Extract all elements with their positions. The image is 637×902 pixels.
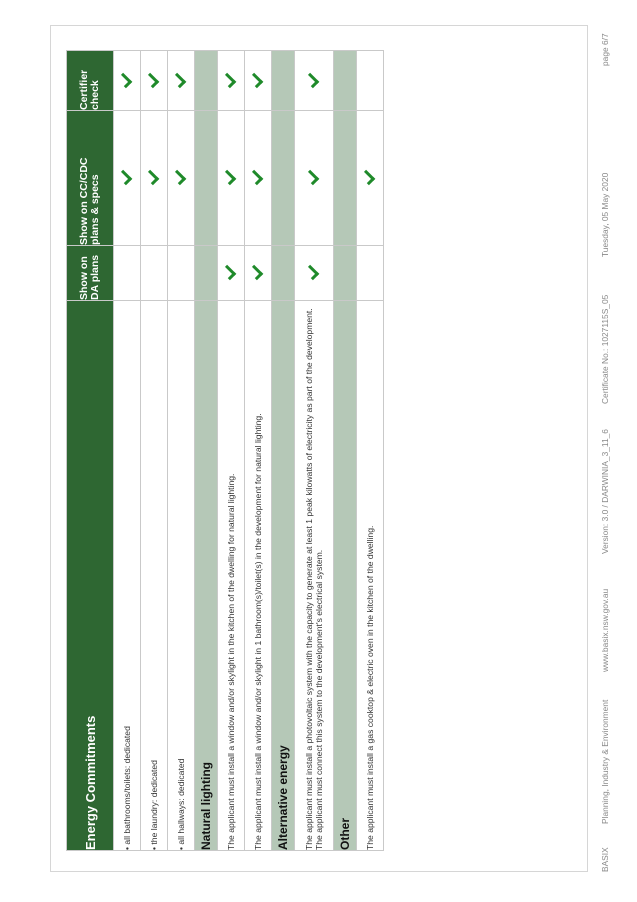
section-title: Other [334, 301, 357, 851]
page-footer [600, 27, 616, 872]
col-cc-line2: plans & specs [89, 174, 101, 245]
checkmark-icon [116, 170, 132, 186]
check-cell-cc [168, 111, 195, 246]
section-header-row [195, 51, 218, 851]
check-cell-cc [141, 111, 168, 246]
section-title: Natural lighting [195, 301, 218, 851]
checkmark-icon [247, 73, 263, 89]
checkmark-icon [247, 265, 263, 281]
checkmark-icon [143, 170, 159, 186]
table-row [168, 51, 195, 851]
section-blank-cell [272, 51, 295, 111]
commitment-text: • all bathrooms/toilets: dedicated [114, 301, 141, 851]
commitment-text: • all hallways: dedicated [168, 301, 195, 851]
section-blank-cell [272, 111, 295, 246]
section-header-row [334, 51, 357, 851]
check-cell-da [245, 246, 272, 301]
section-title: Alternative energy [272, 301, 295, 851]
table-row [357, 51, 384, 851]
section-blank-cell [334, 51, 357, 111]
checkmark-icon [303, 73, 319, 89]
table-row [141, 51, 168, 851]
col-cert-line2: check [89, 80, 101, 110]
checkmark-icon [170, 73, 186, 89]
col-header-certifier [67, 51, 114, 111]
section-blank-cell [195, 246, 218, 301]
check-cell-cc [295, 111, 334, 246]
col-da-line1: Show on [78, 256, 90, 300]
section-blank-cell [195, 51, 218, 111]
footer-department: Planning, Industry & Environment [600, 699, 610, 824]
check-cell-cert [245, 51, 272, 111]
commitment-text: The applicant must install a photovoltaic system with the capacity to generate at least 1 peak kilowatts of electricity as part of the development. The applicant must connect this system to the development's electrical system. [295, 301, 334, 851]
check-cell-cert [114, 51, 141, 111]
footer-version: Version: 3.0 / DARWINIA_3_11_6 [600, 429, 610, 554]
commitment-text: The applicant must install a gas cooktop & electric oven in the kitchen of the dwelling. [357, 301, 384, 851]
footer-date: Tuesday, 05 May 2020 [600, 172, 610, 257]
commitment-text: • the laundry: dedicated [141, 301, 168, 851]
section-blank-cell [272, 246, 295, 301]
energy-commitments-table [66, 50, 384, 851]
check-cell-cert [218, 51, 245, 111]
table-row [218, 51, 245, 851]
footer-basix: BASIX [600, 847, 610, 872]
check-cell-da [218, 246, 245, 301]
checkmark-icon [303, 170, 319, 186]
footer-certificate: Certificate No.: 1027115S_05 [600, 294, 610, 404]
commitment-text: The applicant must install a window and/or skylight in the kitchen of the dwelling for natural lighting. [218, 301, 245, 851]
col-header-da-plans [67, 246, 114, 301]
section-blank-cell [195, 111, 218, 246]
footer-page-number: page 6/7 [600, 33, 610, 66]
table-header-row [67, 51, 114, 851]
checkmark-icon [220, 170, 236, 186]
commitment-text: The applicant must install a window and/or skylight in 1 bathroom(s)/toilet(s) in the development for natural lighting. [245, 301, 272, 851]
check-cell-cert [168, 51, 195, 111]
checkmark-icon [220, 73, 236, 89]
check-cell-da [114, 246, 141, 301]
table-row [114, 51, 141, 851]
checkmark-icon [220, 265, 236, 281]
checkmark-icon [303, 265, 319, 281]
checkmark-icon [170, 170, 186, 186]
section-header-row [272, 51, 295, 851]
check-cell-cert [295, 51, 334, 111]
check-cell-cc [218, 111, 245, 246]
table-row [245, 51, 272, 851]
col-da-line2: DA plans [89, 254, 101, 300]
col-header-cc-plans [67, 111, 114, 246]
check-cell-da [141, 246, 168, 301]
check-cell-da [295, 246, 334, 301]
check-cell-cert [141, 51, 168, 111]
col-cert-line1: Certifier [78, 69, 90, 110]
commitments-frame [50, 25, 588, 872]
check-cell-cc [114, 111, 141, 246]
check-cell-cert [357, 51, 384, 111]
section-blank-cell [334, 111, 357, 246]
col-cc-line1: Show on CC/CDC [78, 157, 90, 245]
check-cell-da [168, 246, 195, 301]
table-title: Energy Commitments [67, 301, 114, 851]
footer-url: www.basix.nsw.gov.au [600, 588, 610, 672]
check-cell-cc [357, 111, 384, 246]
table-body [114, 51, 384, 851]
section-blank-cell [334, 246, 357, 301]
check-cell-cc [245, 111, 272, 246]
check-cell-da [357, 246, 384, 301]
table-row [295, 51, 334, 851]
checkmark-icon [247, 170, 263, 186]
checkmark-icon [359, 170, 375, 186]
checkmark-icon [143, 73, 159, 89]
checkmark-icon [116, 73, 132, 89]
